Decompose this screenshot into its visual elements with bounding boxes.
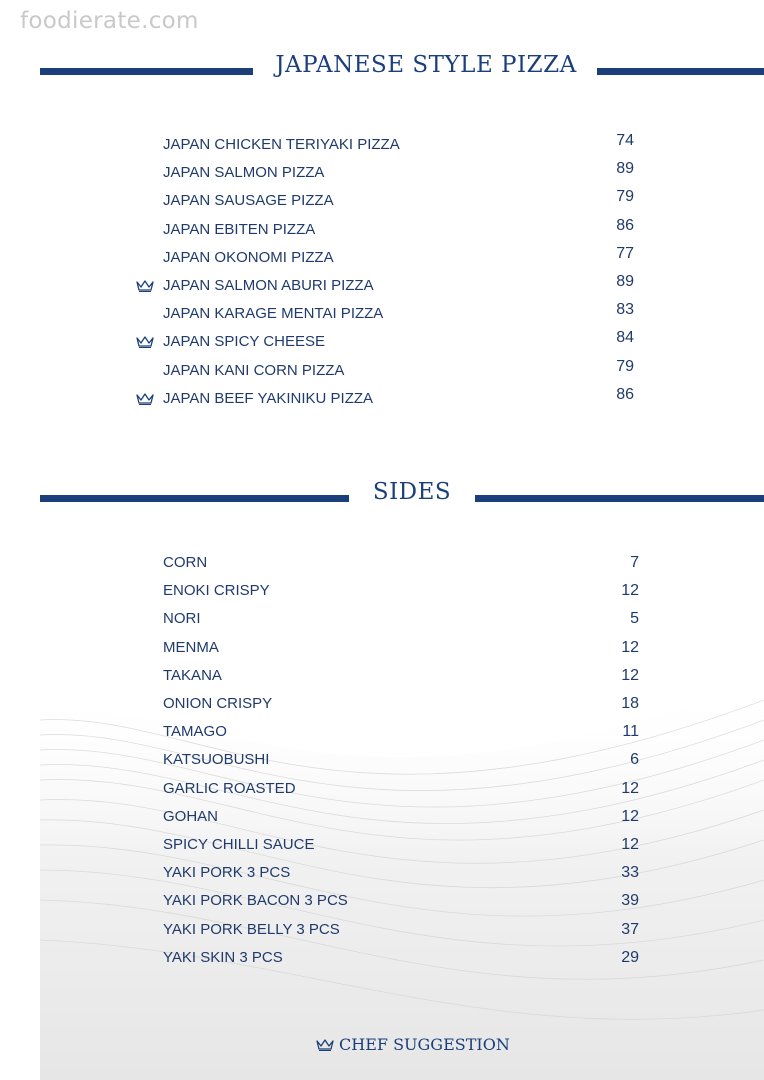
chef-suggestion-legend (316, 1035, 510, 1054)
menu-item-name: ONION CRISPY (163, 695, 273, 712)
menu-item-name: JAPAN EBITEN PIZZA (163, 220, 316, 238)
menu-item-row (0, 188, 764, 212)
crown-icon (316, 1039, 334, 1051)
menu-item-price: 12 (621, 836, 639, 853)
menu-item-row (0, 386, 764, 410)
menu-item-row (0, 804, 764, 828)
menu-item-name: JAPAN SAUSAGE PIZZA (163, 192, 334, 210)
menu-item-row (0, 776, 764, 800)
menu-item-name: JAPAN SPICY CHEESE (163, 333, 325, 351)
header-rule-left (40, 495, 349, 502)
crown-icon (136, 393, 154, 405)
menu-item-row (0, 606, 764, 630)
menu-item-name: MENMA (163, 638, 219, 656)
menu-item-price: 79 (616, 357, 634, 375)
menu-item-price: 37 (621, 920, 639, 938)
menu-item-name: JAPAN BEEF YAKINIKU PIZZA (163, 389, 374, 407)
menu-item-price: 7 (630, 554, 639, 571)
menu-item-row (0, 747, 764, 771)
menu-item-row (0, 663, 764, 687)
menu-item-price: 11 (622, 723, 639, 741)
menu-item-row (0, 635, 764, 659)
menu-item-row (0, 160, 764, 184)
menu-item-row (0, 132, 764, 156)
menu-item-name: TAKANA (163, 666, 222, 684)
menu-item-price: 86 (616, 216, 634, 234)
menu-item-price: 79 (616, 188, 634, 206)
menu-item-row (0, 691, 764, 715)
menu-item-row (0, 888, 764, 912)
header-rule-left (40, 68, 253, 75)
menu-item-name: JAPAN OKONOMI PIZZA (163, 248, 334, 266)
menu-item-name: YAKI PORK 3 PCS (163, 864, 291, 882)
menu-item-row (0, 860, 764, 884)
menu-item-name: GOHAN (163, 807, 219, 825)
menu-item-row (0, 245, 764, 269)
menu-item-price: 77 (616, 244, 634, 262)
menu-item-name: SPICY CHILLI SAUCE (163, 836, 315, 853)
menu-item-name: YAKI PORK BACON 3 PCS (163, 892, 348, 910)
menu-item-price: 39 (621, 892, 639, 910)
menu-item-price: 12 (621, 807, 639, 825)
menu-item-name: YAKI PORK BELLY 3 PCS (163, 920, 340, 938)
menu-item-name: ENOKI CRISPY (163, 582, 270, 600)
header-rule-right (475, 495, 764, 502)
menu-item-row (0, 273, 764, 297)
menu-item-name: NORI (163, 610, 201, 628)
menu-item-row (0, 832, 764, 856)
menu-item-name: JAPAN SALMON PIZZA (163, 164, 325, 182)
menu-item-name: JAPAN CHICKEN TERIYAKI PIZZA (163, 136, 400, 153)
header-rule-right (597, 68, 764, 75)
menu-item-row (0, 550, 764, 574)
menu-item-name: TAMAGO (163, 723, 227, 741)
menu-item-price: 12 (621, 779, 639, 797)
menu-item-row (0, 217, 764, 241)
menu-item-row (0, 329, 764, 353)
menu-item-name: KATSUOBUSHI (163, 751, 270, 769)
menu-item-name: GARLIC ROASTED (163, 779, 296, 797)
menu-item-price: 89 (616, 160, 634, 178)
menu-item-price: 86 (616, 385, 634, 403)
chef-suggestion-label: CHEF SUGGESTION (339, 1035, 510, 1054)
watermark: foodierate.com (20, 8, 199, 34)
menu-item-price: 89 (616, 273, 634, 290)
menu-item-price: 84 (616, 329, 634, 347)
sides-section-title: SIDES (372, 479, 452, 505)
menu-item-price: 12 (621, 638, 639, 656)
menu-item-price: 18 (621, 695, 639, 712)
menu-item-price: 83 (616, 301, 634, 319)
menu-item-price: 29 (621, 948, 639, 966)
menu-item-price: 33 (621, 864, 639, 882)
menu-item-price: 6 (630, 751, 639, 769)
pizza-section-title: JAPANESE STYLE PIZZA (275, 52, 577, 78)
menu-item-name: JAPAN KARAGE MENTAI PIZZA (163, 305, 384, 323)
menu-item-row (0, 719, 764, 743)
crown-icon (136, 336, 154, 348)
menu-item-row (0, 358, 764, 382)
menu-item-row (0, 578, 764, 602)
pizza-section-header (0, 52, 764, 92)
menu-item-price: 12 (621, 666, 639, 684)
menu-item-name: YAKI SKIN 3 PCS (163, 948, 283, 966)
menu-item-name: JAPAN SALMON ABURI PIZZA (163, 277, 374, 294)
menu-item-row (0, 301, 764, 325)
menu-item-price: 74 (616, 132, 634, 149)
menu-item-name: CORN (163, 554, 208, 571)
menu-item-price: 5 (630, 610, 639, 628)
sides-section-header (0, 479, 764, 519)
menu-item-row (0, 945, 764, 969)
crown-icon (136, 280, 154, 292)
menu-item-price: 12 (621, 582, 639, 600)
menu-item-row (0, 917, 764, 941)
menu-item-name: JAPAN KANI CORN PIZZA (163, 361, 345, 379)
